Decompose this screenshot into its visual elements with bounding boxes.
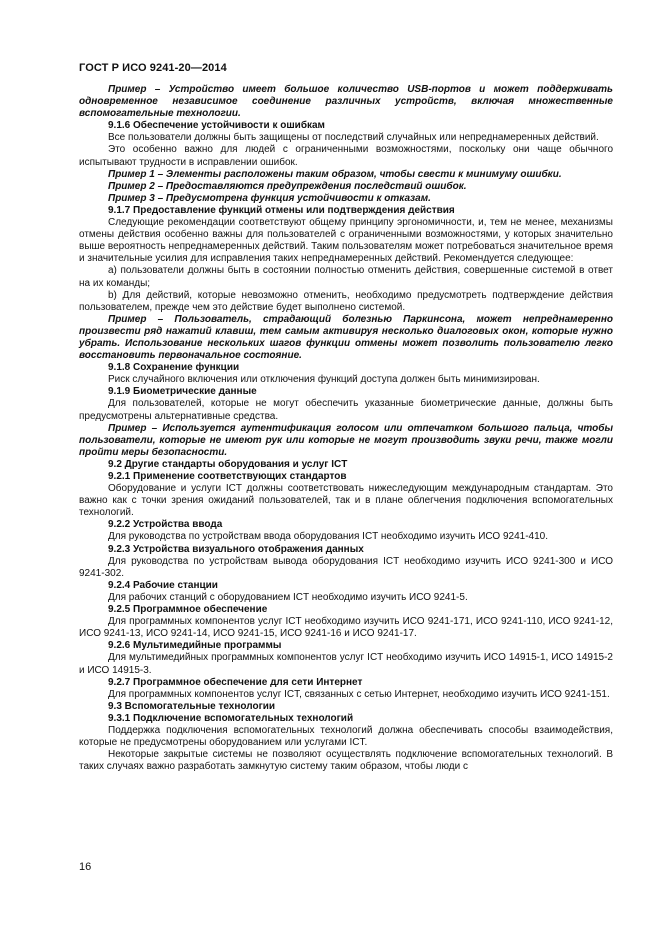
- document-header: ГОСТ Р ИСО 9241-20—2014: [79, 62, 227, 74]
- section-heading: 9.1.7 Предоставление функций отмены или подтверждения действия: [108, 204, 455, 216]
- body-paragraph: Все пользователи должны быть защищены от последствий случайных или непреднамеренных действий.: [108, 132, 599, 144]
- body-paragraph: Для рабочих станций с оборудованием ICT необходимо изучить ИСО 9241-5.: [108, 591, 468, 603]
- section-heading: 9.2.5 Программное обеспечение: [108, 604, 268, 616]
- body-paragraph: Для программных компонентов услуг ICT необходимо изучить ИСО 9241-171, ИСО 9241-110, ИСО 9241-12, ИСО 9241-13, ИСО 9241-14, ИСО 9241-15, ИСО 9241-16 и ИСО 9241-17.: [79, 616, 613, 640]
- example-paragraph: Пример 3 – Предусмотрена функция устойчивости к отказам.: [108, 192, 431, 204]
- body-paragraph: Некоторые закрытые системы не позволяют осуществлять подключение вспомогательных технологий. В таких случаях важно разработать замкнутую систему таким образом, чтобы люди с: [79, 749, 613, 773]
- document-body: [79, 84, 613, 773]
- section-heading: 9.2.7 Программное обеспечение для сети Интернет: [108, 676, 363, 688]
- section-heading: 9.1.9 Биометрические данные: [108, 386, 257, 398]
- section-heading: 9.1.6 Обеспечение устойчивости к ошибкам: [108, 120, 325, 132]
- section-heading: 9.2.6 Мультимедийные программы: [108, 640, 282, 652]
- section-heading: 9.2.4 Рабочие станции: [108, 579, 218, 591]
- example-paragraph: Пример 2 – Предоставляются предупреждения последствий ошибок.: [108, 180, 467, 192]
- section-heading: 9.2 Другие стандарты оборудования и услуг ICT: [108, 458, 348, 470]
- section-heading: 9.3.1 Подключение вспомогательных технологий: [108, 712, 354, 724]
- body-paragraph: Для руководства по устройствам ввода оборудования ICT необходимо изучить ИСО 9241-410.: [108, 531, 548, 543]
- section-heading: 9.2.2 Устройства ввода: [108, 519, 223, 531]
- body-paragraph: a) пользователи должны быть в состоянии полностью отменить действия, совершенные системой в ответ на их команды;: [79, 265, 613, 289]
- example-paragraph: Пример – Устройство имеет большое количество USB-портов и может поддерживать одновременное независимое соединение различных устройств, включая множественные вспомогательные технологии.: [79, 84, 613, 120]
- page-number: 16: [79, 861, 92, 873]
- body-paragraph: Для руководства по устройствам вывода оборудования ICT необходимо изучить ИСО 9241-300 и ИСО 9241-302.: [79, 555, 613, 579]
- body-paragraph: Это особенно важно для людей с ограниченными возможностями, поскольку они чаще обычного испытывают трудности в исправлении ошибок.: [79, 144, 613, 168]
- body-paragraph: b) Для действий, которые невозможно отменить, необходимо предусмотреть подтверждение действия пользователем, прежде чем это действие будет выполнено системой.: [79, 289, 613, 313]
- section-heading: 9.1.8 Сохранение функции: [108, 362, 240, 374]
- example-paragraph: Пример 1 – Элементы расположены таким образом, чтобы свести к минимуму ошибки.: [108, 168, 562, 180]
- example-paragraph: Пример – Пользователь, страдающий болезнью Паркинсона, может непреднамеренно произвести ряд нажатий клавиш, тем самым активируя несколько диалоговых окон, которые нужно убрать. Использование нескольких шагов функции отмены может позволить пользователю легко восстановить первоначальное состояние.: [79, 313, 613, 362]
- body-paragraph: Для пользователей, которые не могут обеспечить указанные биометрические данные, должны быть предусмотрены альтернативные средства.: [79, 398, 613, 422]
- section-heading: 9.2.1 Применение соответствующих стандартов: [108, 471, 347, 482]
- section-heading: 9.2.3 Устройства визуального отображения данных: [108, 543, 364, 555]
- example-paragraph: Пример – Используется аутентификация голосом или отпечатком большого пальца, чтобы пользователи, которые не имеют рук или которые не могут производить звуки речи, также могли пройти меры безопасности.: [79, 422, 613, 458]
- body-paragraph: Поддержка подключения вспомогательных технологий должна обеспечивать способы взаимодействия, которые не предусмотрены оборудованием или услугами ICT.: [79, 724, 613, 749]
- body-paragraph: Для программных компонентов услуг ICT, связанных с сетью Интернет, необходимо изучить ИСО 9241-151.: [108, 688, 610, 700]
- body-paragraph: Для мультимедийных программных компонентов услуг ICT необходимо изучить ИСО 14915-1, ИСО 14915-2 и ИСО 14915-3.: [79, 652, 613, 676]
- body-paragraph: Оборудование и услуги ICT должны соответствовать нижеследующим международным стандартам. Это важно как с точки зрения ожиданий пользователей, так и в плане облегчения подключения вспомогательных технологий.: [79, 483, 613, 519]
- body-paragraph: Риск случайного включения или отключения функций доступа должен быть минимизирован.: [108, 374, 540, 386]
- body-paragraph: Следующие рекомендации соответствуют общему принципу эргономичности, и, тем не менее, механизмы отмены действия особенно важны для пользователей с ограниченными возможностями, у которых значительно выше вероятность непреднамеренных действий. Таким пользователям может потребоваться значительное время и значительные усилия для исправления таких непреднамеренных действий. Рекомендуется следующее:: [79, 217, 613, 265]
- section-heading: 9.3 Вспомогательные технологии: [108, 700, 276, 712]
